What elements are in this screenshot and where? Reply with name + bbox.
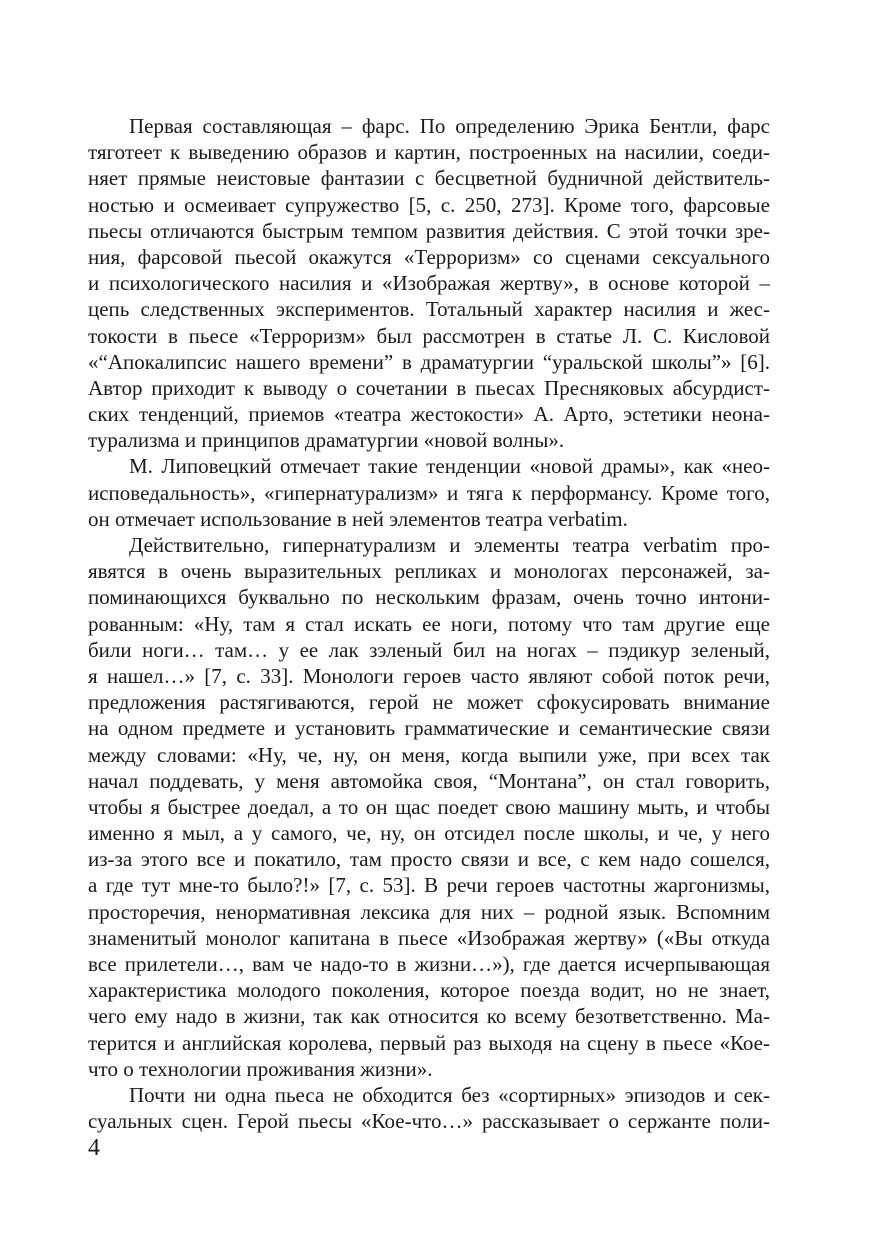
text-line: токости в пьесе «Терроризм» был рассмотрен в статье Л. С. Кисловой (88, 323, 770, 348)
text-line: турализма и принципов драматургии «новой волны». (88, 428, 565, 453)
text-line: исповедальность», «гипернатурализм» и тяга к перформансу. Кроме того, (88, 480, 770, 505)
text-line: Действительно, гипернатурализм и элементы театра verbatim про- (129, 533, 770, 557)
text-line: Первая составляющая – фарс. По определению Эрика Бентли, фарс (129, 114, 770, 138)
paragraph (88, 453, 770, 532)
text-line: пьесы отличаются быстрым темпом развития действия. С этой точки зре- (88, 218, 770, 243)
text-line: именно я мыл, а у самого, че, ну, он отсидел после школы, и че, у него (88, 821, 770, 846)
text-line: били ноги… там… у ее лак зэленый бил на ногах – пэдикур зеленый, (88, 637, 770, 662)
text-line: терится и английская королева, первый раз выходя на сцену в пьесе «Кое- (88, 1030, 770, 1055)
text-line: М. Липовецкий отмечает такие тенденции «новой драмы», как «нео- (129, 454, 770, 479)
paragraph (88, 532, 770, 1082)
text-line: Автор приходит к выводу о сочетании в пьесах Пресняковых абсурдист- (88, 375, 770, 400)
paragraph (88, 113, 770, 453)
text-line: рованным: «Ну, там я стал искать ее ноги, потому что там другие еще (88, 611, 770, 636)
text-line: что о технологии проживания жизни». (88, 1056, 433, 1081)
body-text (88, 113, 770, 1134)
text-line: предложения растягиваются, герой не может сфокусировать внимание (88, 690, 770, 715)
text-line: Почти ни одна пьеса не обходится без «сортирных» эпизодов и сек- (129, 1082, 770, 1107)
text-line: ностью и осмеивает супружество [5, с. 250, 273]. Кроме того, фарсовые (88, 192, 770, 217)
text-line: начал поддевать, у меня автомойка своя, “Монтана”, он стал говорить, (88, 768, 770, 793)
text-line: он отмечает использование в ней элементов театра verbatim. (88, 506, 628, 531)
text-line: просторечия, ненормативная лексика для них – родной язык. Вспомним (88, 899, 770, 924)
text-line: ния, фарсовой пьесой окажутся «Терроризм» со сценами сексуального (88, 244, 770, 269)
text-line: и психологического насилия и «Изображая жертву», в основе которой – (88, 271, 770, 296)
page-number: 4 (88, 1135, 100, 1161)
text-line: а где тут мне-то было?!» [7, с. 53]. В речи героев частотны жаргонизмы, (88, 873, 770, 898)
text-line: я нашел…» [7, с. 33]. Монологи героев часто являют собой поток речи, (88, 663, 770, 688)
text-line: «“Апокалипсис нашего времени” в драматургии “уральской школы”» [6]. (88, 349, 770, 374)
text-line: характеристика молодого поколения, которое поезда водит, но не знает, (88, 978, 770, 1003)
text-line: явятся в очень выразительных репликах и монологах персонажей, за- (88, 559, 770, 584)
text-line: знаменитый монолог капитана в пьесе «Изображая жертву» («Вы откуда (88, 925, 770, 950)
text-line: на одном предмете и установить грамматические и семантические связи (88, 716, 770, 741)
text-line: ских тенденций, приемов «театра жестокости» А. Арто, эстетики неона- (88, 402, 770, 427)
text-line: из-за этого все и покатило, там просто связи и все, с кем надо сошелся, (88, 847, 770, 872)
text-line: все прилетели…, вам че надо-то в жизни…»), где дается исчерпывающая (88, 952, 770, 976)
text-line: няет прямые неистовые фантазии с бесцветной будничной действитель- (88, 166, 770, 191)
text-line: поминающихся буквально по нескольким фразам, очень точно интони- (88, 585, 770, 610)
text-line: суальных сцен. Герой пьесы «Кое-что…» рассказывает о сержанте поли- (88, 1109, 770, 1134)
text-line: цепь следственных экспериментов. Тотальный характер насилия и жес- (88, 297, 770, 322)
text-line: чтобы я быстрее доедал, а то он щас поедет свою машину мыть, и чтобы (88, 794, 770, 819)
text-line: между словами: «Ну, че, ну, он меня, когда выпили уже, при всех так (88, 742, 770, 767)
text-line: чего ему надо в жизни, так как относится ко всему безответственно. Ма- (88, 1004, 770, 1029)
paragraph (88, 1082, 770, 1134)
text-line: тяготеет к выведению образов и картин, построенных на насилии, соеди- (88, 140, 770, 165)
